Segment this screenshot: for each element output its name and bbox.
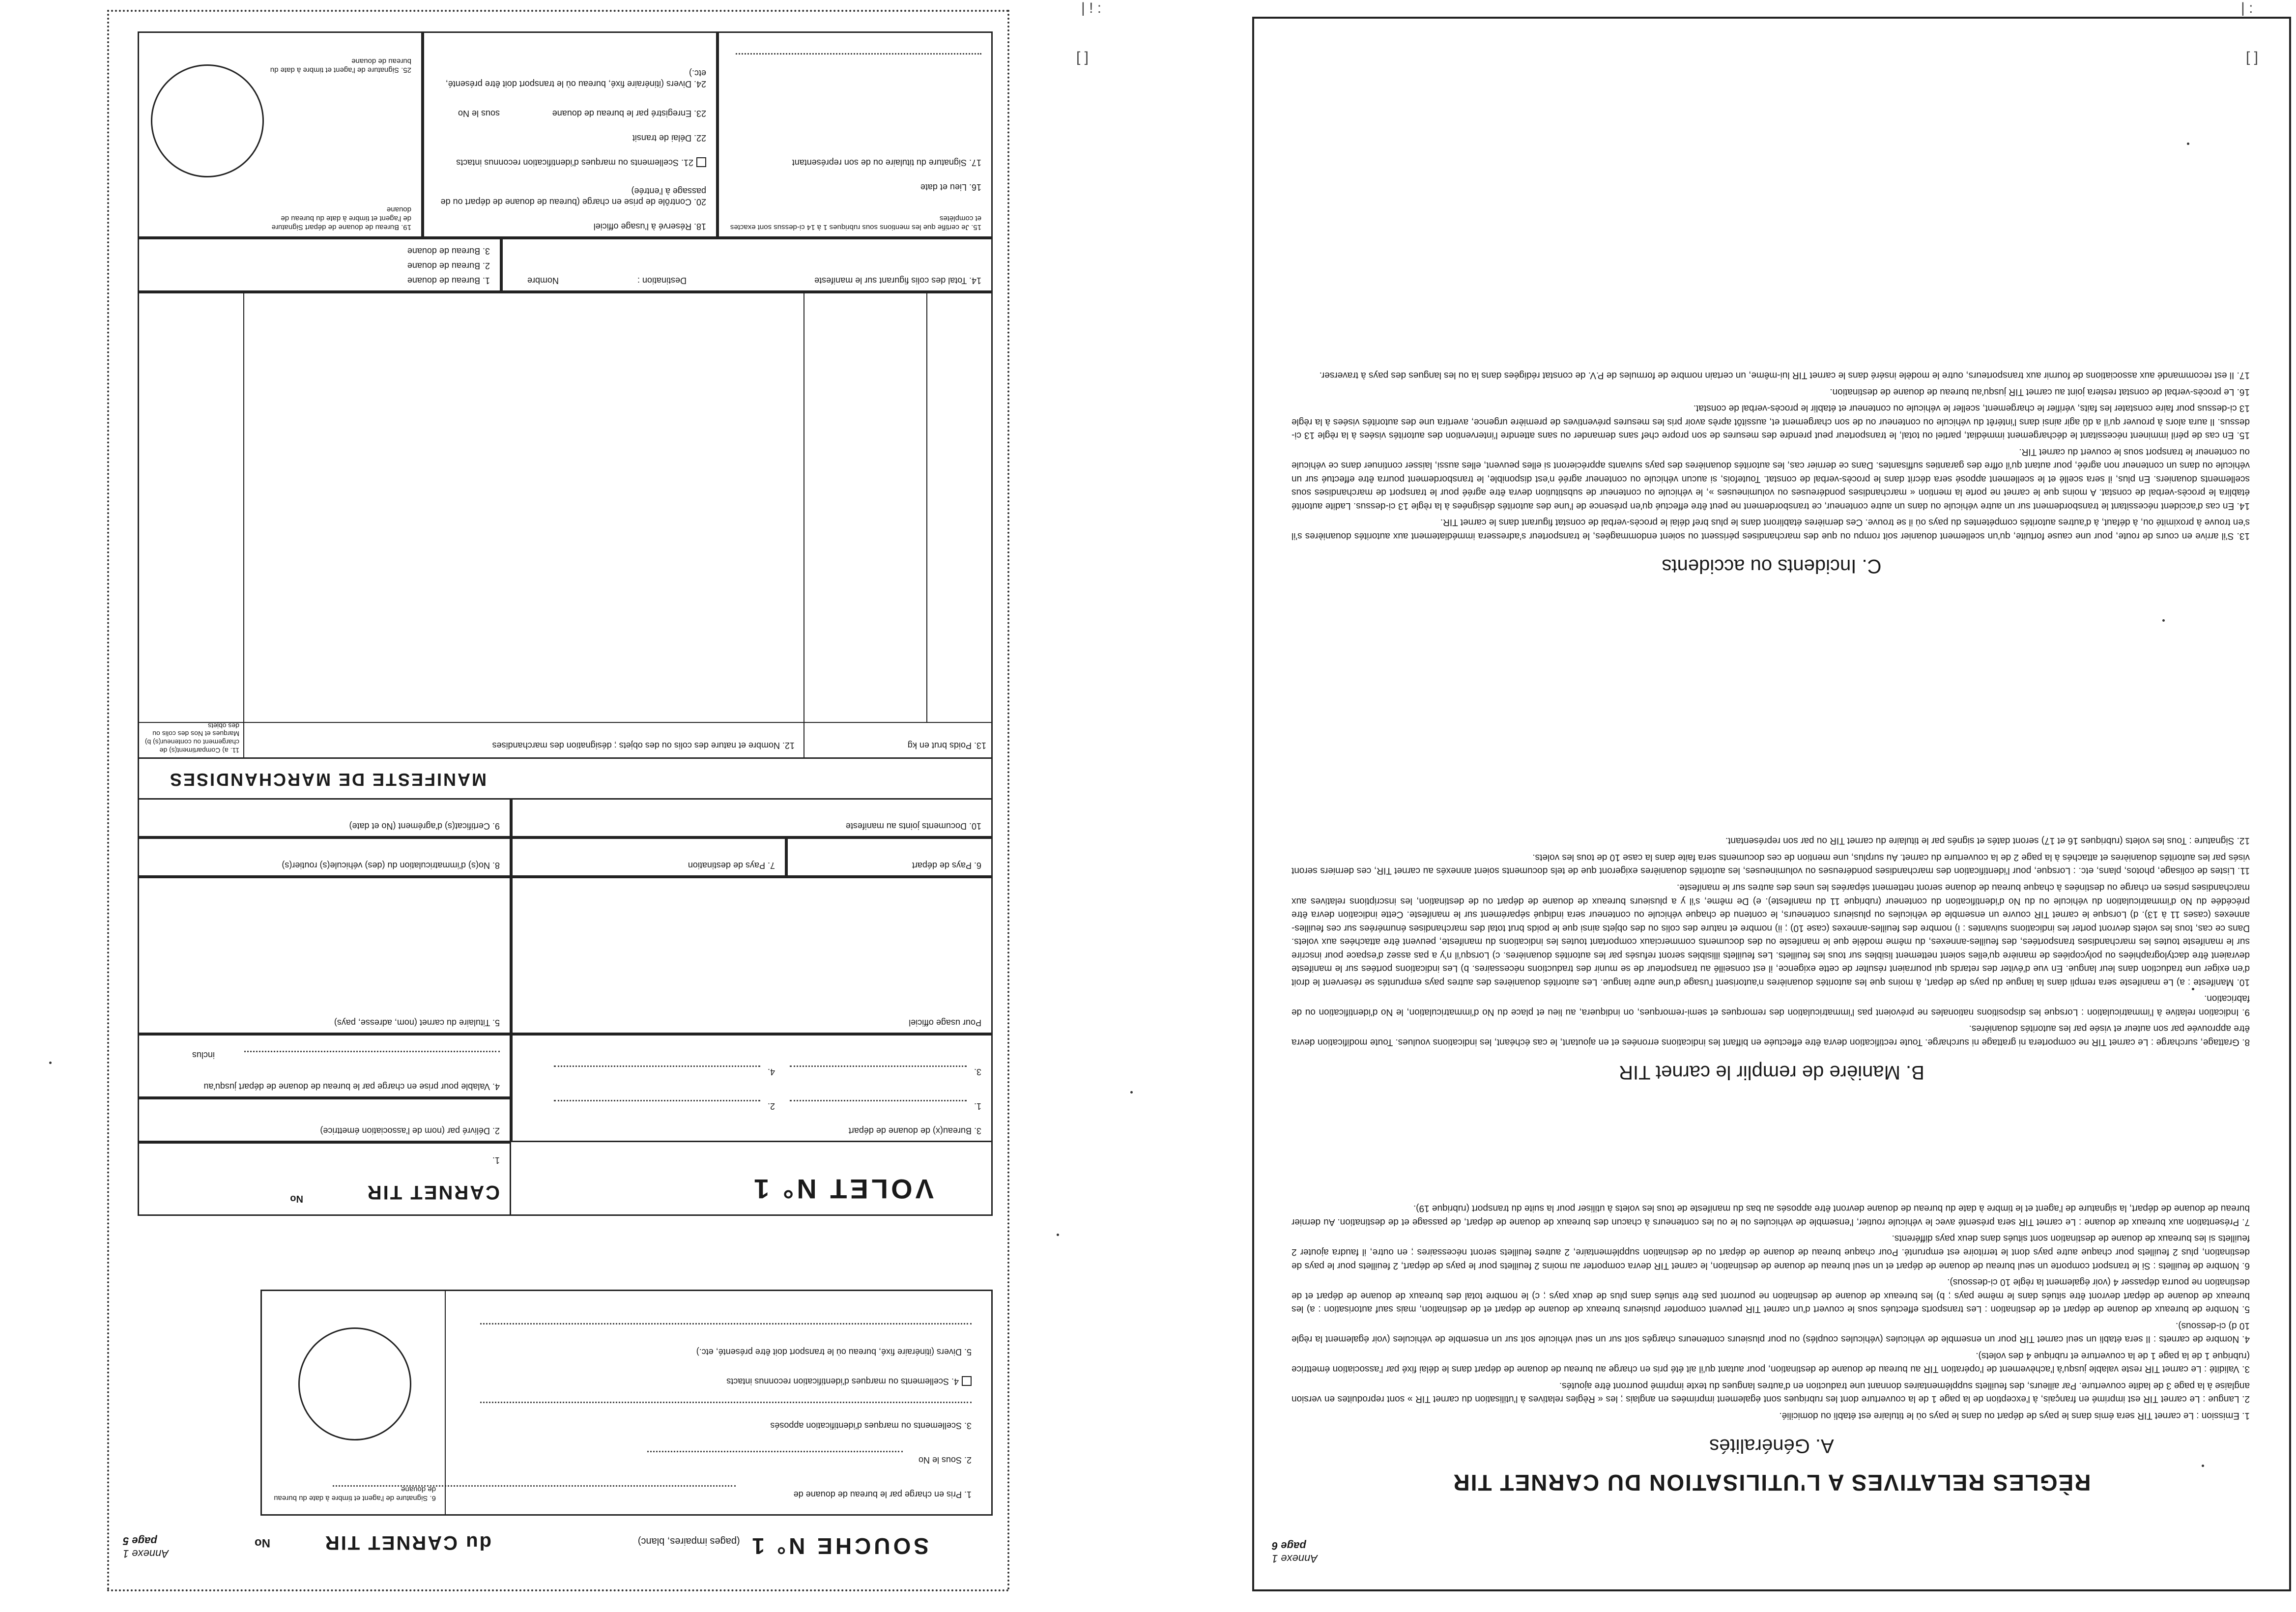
- official-field-24: 24. Divers (itinéraire fixé, bureau où le transport doit être présenté, etc.): [445, 68, 706, 89]
- section-a-heading: A. Généralités: [1709, 1435, 1834, 1457]
- souche-field-2: 2. Sous le No: [918, 1455, 972, 1465]
- volet-field-1: 1.: [492, 1155, 500, 1165]
- volet-field-4: 4. Valable pour prise en charge par le bureau de douane de départ jusqu'au: [203, 1082, 500, 1092]
- rule-17: 17. Il est recommandé aux associations de fournir aux transporteurs, outre le modèle inséré dans le carnet TIR lui-même, un certain nombre de formules de P.V. de constat rédigées dans la ou les langues des pays à traverser.: [1319, 370, 2250, 380]
- scan-speck: [2202, 1465, 2204, 1467]
- stamp-field-19: 19. Bureau de douane de départ Signature de l'agent et timbre à date du bureau de douane: [271, 205, 411, 231]
- volet-field-5: 5. Titulaire du carnet (nom, adresse, pays): [334, 1018, 500, 1028]
- volet-field-7: 7. Pays de destination: [688, 861, 775, 870]
- rule-8: 8. Grattage, surcharge : Le carnet TIR ne comportera ni grattage ni surcharge. Toute rectification devra être effectuée en biffant les indications erronées et en ajoutant, le cas échéant, les indications voulues. Toute modification devra être approuvée par son auteur et visée par les autorités douanières.: [1292, 1023, 2250, 1047]
- scan-speck: [2162, 619, 2165, 622]
- souche-field-1: 1. Pris en charge par le bureau de douane de: [793, 1490, 972, 1499]
- manifest-col-11: 11. a) Compartiment(s) de chargement ou conteneur(s) b) Marques et Nos des colis ou des objets: [144, 721, 239, 754]
- declaration-box: [718, 31, 993, 238]
- rules-annex-label: Annexe 1 page 6: [1272, 1540, 1318, 1565]
- volet-field-2: 2. Délivré par (nom de l'association émettrice): [320, 1126, 500, 1136]
- volet-field-5-box: [138, 877, 511, 1034]
- section-b-heading: B. Manière de remplir le carnet TIR: [1619, 1062, 1924, 1083]
- rule-14: 14. En cas d'accident nécessitant le transbordement sur un autre véhicule ou dans un autre conteneur, ce transbordement ne peut être effectué qu'en présence de l'une des autorités désignées à la règle 13 ci-dessus. Ladite autorité établira le procès-verbal de constat. A moins que le carnet ne porte la mention « marchandises pondéreuses ou volumineuses », le véhicule ou conteneur de substitution devra être agréé pour le transport de marchandises sous scellements douaniers. En plus, il sera scellé et le scellement apposé sera décrit dans le procès-verbal de constat. Toutefois, si aucun véhicule ou conteneur agréé n'est disponible, le transbordement pourra être effectué sur un véhicule ou dans un conteneur non agréé, pour autant qu'il offre des garanties suffisantes. Dans ce dernier cas, les autorités douanières des pays suivants apprécieront si elles peuvent, elles aussi, laisser continuer dans ce véhicule ou conteneur le transport sous le couvert du carnet TIR.: [1292, 446, 2250, 511]
- scan-speck: [49, 1062, 52, 1064]
- seals-intact-checkbox[interactable]: [696, 157, 706, 167]
- manifest-header-line: [139, 722, 991, 723]
- official-sous-no: sous le No: [458, 109, 500, 118]
- manifest-title: MANIFESTE DE MARCHANDISES: [168, 770, 487, 790]
- scan-mark: [ ]: [2246, 49, 2259, 65]
- scan-speck: [1130, 1091, 1133, 1094]
- annex-label: Annexe 1 page 5: [123, 1535, 169, 1560]
- souche-carnet-label: du CARNET TIR: [323, 1532, 491, 1554]
- rule-9: 9. Indication relative à l'immatriculation : Lorsque les dispositions nationales ne prévoient pas l'immatriculation des remorques et semi-remorques, on indiquera, au lieu et place du No d'immatriculation, le No d'identification ou de fabrication.: [1292, 993, 2250, 1017]
- rule-15: 15. En cas de péril imminent nécessitant le déchargement immédiat, partiel ou total, le transporteur peut prendre des mesures de son propre chef sans demander ou sans attendre l'intervention des autorités visées à la règle 13 ci-dessus. Il aura alors à prouver qu'il a dû agir ainsi dans l'intérêt du véhicule ou conteneur ou de son chargement et, aussitôt après avoir pris les mesures préventives de première urgence, avertira une des autorités visées à la règle 13 ci-dessus pour faire constater les faits, vérifier le chargement, sceller le véhicule ou conteneur et établir le procès-verbal de constat.: [1292, 403, 2250, 441]
- official-field-21: 21. Scellements ou marques d'identification reconnus intacts: [431, 157, 706, 168]
- volet-field-2-box: [138, 1098, 511, 1142]
- volet-field-3-item-2: 2.: [767, 1101, 775, 1111]
- scan-speck: [1057, 1234, 1059, 1236]
- stamp-field-25: 25. Signature de l'agent et timbre à date du bureau de douane: [270, 57, 411, 74]
- volet-field-6-box: [786, 837, 993, 877]
- manifest-col-12: 12. Nombre et nature des colis ou des objets ; désignation des marchandises: [492, 741, 795, 750]
- rule-7: 7. Présentation aux bureaux de douane : Le carnet TIR sera présenté avec le véhicule routier, l'ensemble de véhicules ou le ou les conteneurs à chacun des bureaux de douane de départ, de passage et de destination. Au dernier bureau de douane de départ, la signature de l'agent et le timbre à date du bureau de douane devront être apposés au bas du manifeste de tous les volets à utiliser pour la suite du transport (rubrique 19).: [1292, 1203, 2250, 1227]
- volet-field-3-line-4[interactable]: [554, 1065, 760, 1067]
- section-c-text: [1292, 365, 2250, 543]
- customs-office-2: 2. Bureau de douane: [407, 261, 490, 271]
- volet-official-use: Pour usage officiel: [909, 1018, 981, 1028]
- volet-no-label: No: [290, 1193, 303, 1204]
- souche-field-2-line[interactable]: [647, 1451, 903, 1452]
- declaration-field-16: 16. Lieu et date: [920, 182, 981, 192]
- official-field-23: 23. Enregistré par le bureau de douane: [552, 109, 706, 118]
- souche-field-3: 3. Scellements ou marques d'identification apposés: [770, 1421, 972, 1431]
- left-page-form: [107, 10, 1009, 1591]
- official-reserved-box: [423, 31, 718, 238]
- souche-divider: [445, 1291, 446, 1514]
- rule-1: 1. Emission : Le carnet TIR sera émis dans le pays de départ ou dans le pays où le titulaire est établi ou domicilié.: [1779, 1410, 2250, 1421]
- manifest-nombre: Nombre: [527, 276, 559, 286]
- scan-mark: [ ]: [1076, 49, 1089, 65]
- declaration-field-15: 15. Je certifie que les mentions sous rubriques 1 à 14 ci-dessus sont exactes et complètes: [730, 214, 981, 231]
- rule-11: 11. Listes de colisage, photos, plans, etc. : Lorsque, pour l'identification des marchandises pondéreuses ou volumineuses, les autorités douanières exigeront que de tels documents soient annexés au carnet TIR, ces derniers seront visés par les autorités douanières et attachés à la page 2 de la couverture du carnet. Au surplus, une mention de ces documents sera faite dans la case 10 de tous les volets.: [1292, 852, 2250, 876]
- volet-field-3-item-3: 3.: [974, 1067, 981, 1077]
- manifest-col-divider-2: [243, 293, 244, 757]
- customs-office-list: [138, 238, 501, 292]
- souche-field-5: 5. Divers (itinéraire fixé, bureau où le transport doit être présenté, etc.): [696, 1347, 972, 1357]
- volet-field-8: 8. No(s) d'immatriculation du (des) véhicule(s) routier(s): [282, 861, 500, 870]
- volet-title: VOLET N° 1: [751, 1174, 934, 1205]
- official-field-22: 22. Délai de transit: [632, 133, 706, 143]
- volet-field-9-box: [138, 798, 511, 837]
- volet-official-use-box: [511, 877, 993, 1034]
- souche-field-6: 6. Signature de l'agent et timbre à date du bureau de douane: [274, 1485, 436, 1502]
- scan-mark: | :: [2241, 0, 2253, 16]
- volet-field-6: 6. Pays de départ: [912, 861, 981, 870]
- scan-speck: [2187, 143, 2189, 145]
- manifest-col-13: 13. Poids brut en kg: [907, 741, 986, 750]
- rule-16: 16. Le procès-verbal de constat restera joint au carnet TIR jusqu'au bureau de douane de destination.: [1830, 386, 2250, 397]
- volet-field-10-box: [511, 798, 993, 837]
- volet-field-3-line-3[interactable]: [790, 1065, 967, 1067]
- souche-field-3-line[interactable]: [480, 1402, 972, 1403]
- rule-3: 3. Validité : Le carnet TIR reste valable jusqu'à l'achèvement de l'opération TIR au bureau de douane de destination, pour autant qu'il ait été pris en charge au bureau de douane de départ dans le délai fixé par l'association émettrice (rubrique 1 de la page 1 de la couverture et rubrique 4 des volets).: [1292, 1350, 2250, 1375]
- volet-field-3-line-2[interactable]: [554, 1100, 760, 1101]
- rule-5: 5. Nombre de bureaux de douane de départ et de destination : Les transports effectués sous le couvert d'un carnet TIR peuvent comporter plusieurs bureaux de douane de départ et de destination, mais sauf autorisation : a) les bureaux de douane de départ devront être situés dans le même pays ; b) les bureaux de douane de destination ne pourront pas être situés dans plus de deux pays ; c) le nombre total des bureaux de douane de départ et de destination ne pourra dépasser 4 (voir également la règle 10 ci-dessous).: [1292, 1277, 2250, 1315]
- manifest-totals-box: [501, 238, 993, 292]
- volet-field-4-line[interactable]: [244, 1051, 500, 1052]
- volet-field-10: 10. Documents joints au manifeste: [845, 821, 981, 831]
- souche-intact-checkbox[interactable]: [962, 1376, 972, 1386]
- volet-carnet-label: CARNET TIR: [366, 1181, 500, 1203]
- rules-frame: [1252, 17, 2291, 1591]
- manifest-table: [138, 292, 993, 759]
- souche-box: [260, 1290, 993, 1516]
- official-field-18: 18. Réservé à l'usage officiel: [593, 222, 706, 231]
- volet-field-7-box: [511, 837, 786, 877]
- rule-2: 2. Langue : Le carnet TIR est imprimé en français, à l'exception de la page 1 de la couverture dont les rubriques sont également imprimées en anglais ; les « Règles relatives à l'utilisation du carnet TIR » sont reproduites en version anglaise à la page 3 de ladite couverture. Par ailleurs, des feuillets supplémentaires donnant une traduction en d'autres langues du texte imprimé pourront être ajoutés.: [1292, 1380, 2250, 1405]
- volet-field-3-item-1: 1.: [974, 1101, 981, 1111]
- rule-6: 6. Nombre de feuillets : Si le transport comporte un seul bureau de douane de départ et un seul bureau de douane de destination, le carnet TIR devra comporter au moins 2 feuillets pour le pays de départ, 2 feuillets pour le pays de destination, plus 2 feuillets pour chaque autre pays dont le territoire est emprunté. Pour chaque bureau de douane de départ ou de destination supplémentaire, 2 autres feuillets seront nécessaires ; en outre, il faudra ajouter 2 feuillets si les bureaux de douane de destination sont situés dans deux pays différents.: [1292, 1233, 2250, 1271]
- souche-no-label: No: [255, 1536, 270, 1550]
- volet-field-4-box: [138, 1034, 511, 1098]
- scan-speck: [2192, 988, 2194, 990]
- souche-field-4: 4. Scellements ou marques d'identification reconnus intacts: [726, 1376, 972, 1386]
- volet-field-3-item-4: 4.: [767, 1067, 775, 1077]
- manifest-destination: Destination :: [637, 276, 687, 286]
- rule-4: 4. Nombre de carnets : Il sera établi un seul carnet TIR pour un ensemble de véhicules (véhicules couplés) ou pour plusieurs conteneurs chargés soit sur un seul véhicule soit sur un ensemble de véhicules (voir également la règle 10 d) ci-dessous).: [1292, 1320, 2250, 1345]
- rules-rotated-content: [1254, 19, 2289, 1589]
- customs-office-3: 3. Bureau de douane: [407, 246, 490, 256]
- stamp-box: [138, 31, 423, 238]
- signature-line[interactable]: [736, 53, 981, 55]
- declaration-field-17: 17. Signature du titulaire ou de son représentant: [792, 158, 981, 168]
- rules-title: RÈGLES RELATIVES A L'UTILISATION DU CARNET TIR: [1452, 1470, 2091, 1496]
- rule-10: 10. Manifeste : a) Le manifeste sera rempli dans la langue du pays de départ, à moins que les autorités douanières n'autorisent l'usage d'une autre langue. Les autorités douanières des autres pays empruntés se réservent le droit d'en exiger une traduction dans leur langue. En vue d'éviter des retards qui pourraient résulter de cette exigence, il est conseillé au transporteur de se munir des traductions nécessaires. b) Les indications portées sur le manifeste devraient être dactylographiées ou polycopiées de manière qu'elles soient nettement lisibles sur tous les feuillets. Les feuillets illisibles seront refusés par les autorités douanières. c) Lorsqu'il n'y a pas assez d'espace pour inscrire sur le manifeste toutes les marchandises transportées, des feuilles-annexes, du même modèle que le manifeste ou des documents commerciaux comportant toutes les indications du manifeste, peuvent être attachées aux volets. Dans ce cas, tous les volets devront porter les indications suivantes : i) nombre des feuilles-annexes (case 10) ; ii) nombre et nature des colis ou des objets ainsi que le poids brut total des marchandises énumérées sur ces feuilles-annexes (cases 11 à 13). d) Lorsque le carnet TIR couvre un ensemble de véhicules ou plusieurs conteneurs, le contenu de chaque véhicule ou conteneur sera indiqué séparément sur le manifeste. Cette indication devra être précédée du No d'immatriculation du véhicule ou du No d'identification du conteneur (rubrique 11 du manifeste). e) De même, s'il y a plusieurs bureaux de douane de départ ou de destination, les inscriptions relatives aux marchandises prises en charge ou destinées à chaque bureau de douane seront nettement séparées les unes des autres sur le manifeste.: [1292, 882, 2250, 987]
- volet-inclus: inclus: [192, 1050, 215, 1060]
- right-page-rules: [1252, 17, 2296, 1594]
- volet-stamp-circle: [151, 64, 264, 177]
- manifest-col-divider-3: [926, 293, 927, 723]
- rule-12: 12. Signature : Tous les volets (rubriques 16 et 17) seront datés et signés par le titulaire du carnet TIR ou par son représentant.: [1725, 835, 2250, 846]
- official-field-20: 20. Contrôle de prise en charge (bureau de douane de départ ou de passage à l'entrée): [440, 186, 706, 207]
- scan-mark: | ! :: [1081, 0, 1102, 16]
- form-rotated-content: [109, 12, 1007, 1589]
- volet-field-3: 3. Bureau(x) de douane de départ: [848, 1126, 981, 1136]
- customs-office-1: 1. Bureau de douane: [407, 276, 490, 286]
- section-b-text: [1292, 831, 2250, 1049]
- section-a-text: [1292, 1199, 2250, 1422]
- souche-title: SOUCHE N° 1 (pages impaires, blanc): [637, 1533, 929, 1559]
- manifest-field-14: 14. Total des colis figurant sur le manifeste: [814, 276, 981, 286]
- volet-field-3-box: [511, 1034, 993, 1142]
- volet-field-3-line-1[interactable]: [790, 1100, 967, 1101]
- souche-stamp-circle: [298, 1327, 411, 1440]
- volet-carnet-box: [138, 1142, 511, 1216]
- rule-13: 13. S'il arrive en cours de route, pour une cause fortuite, qu'un scellement douanier soit rompu ou que des marchandises périssent ou soient endommagées, le transporteur s'adressera immédiatement aux autorités douanières s'il s'en trouve à proximité ou, à défaut, à d'autres autorités compétentes du pays où il se trouve. Ces dernières établiront dans le plus bref délai le procès-verbal de constat figurant dans le carnet TIR.: [1292, 517, 2250, 541]
- volet-field-9: 9. Certificat(s) d'agrément (No et date): [349, 821, 500, 831]
- souche-field-5-line[interactable]: [480, 1323, 972, 1324]
- section-c-heading: C. Incidents ou accidents: [1662, 555, 1882, 577]
- volet-field-8-box: [138, 837, 511, 877]
